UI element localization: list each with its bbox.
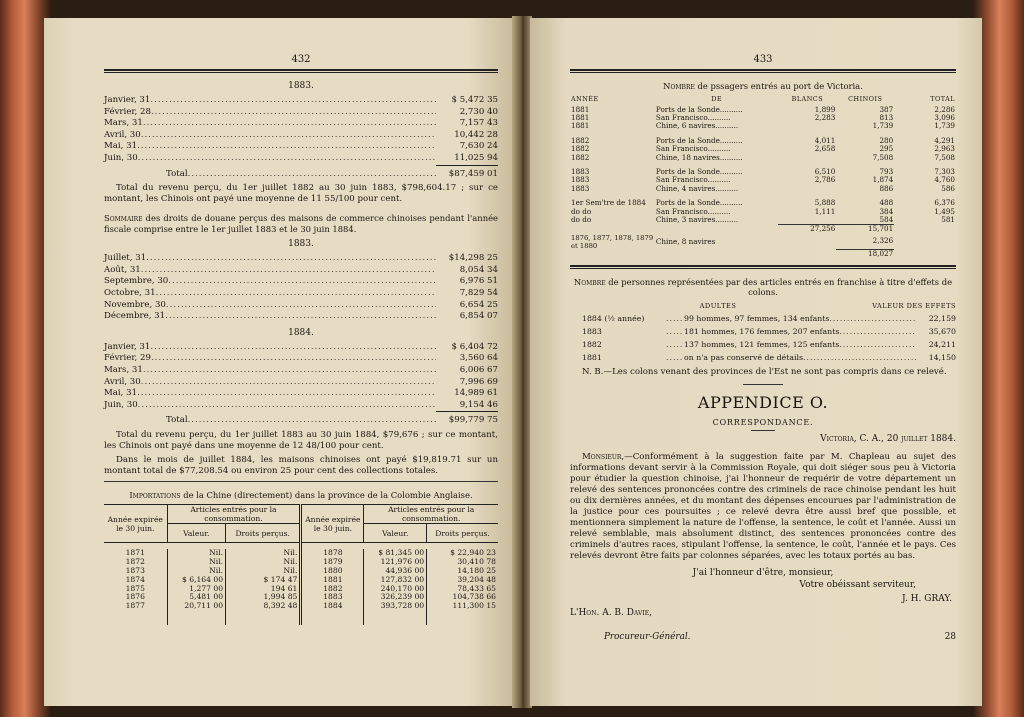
total-row: Total ..... $87,459 01 [104, 169, 498, 181]
table-row: 1876, 1877, 1878, 1879 et 1880 Chine, 8 navires 2,326 [571, 233, 894, 250]
table-row: 1882 Ports de la Sonde.......... 4,011 280 4,291 [571, 135, 955, 145]
month-label: Avril, 30 [104, 376, 141, 387]
right-page [530, 18, 982, 706]
col-total: TOTAL [930, 94, 955, 103]
total-rule [104, 165, 498, 166]
list-item [104, 265, 498, 277]
summary-caption: Sommaire des droits de douane perçus des maisons de commerce chinoises pendant l'année fiscale comprise entre le 1er juillet 1883 et le 30 juin 1884. [104, 213, 498, 234]
col-duties: Droits perçus. [427, 524, 498, 543]
header-rule [570, 69, 956, 73]
list-item [104, 300, 498, 312]
month-label: Janvier, 31 [104, 95, 151, 105]
col-from: DE [711, 94, 723, 103]
footer-number: 28 [944, 631, 956, 642]
list-item [104, 153, 498, 165]
col-whites: BLANCS [791, 94, 824, 103]
month-label: Juin, 30 [104, 399, 138, 410]
table-row: 1874 $ 6,164 00 $ 174 47 1881 127,832 00 39,204 48 [125, 574, 496, 584]
month-label: Mai, 31 [104, 388, 138, 399]
list-item [104, 130, 498, 142]
month-label: Mars, 31 [104, 364, 143, 375]
list-item [104, 365, 498, 377]
nb-note: N. B.—Les colons venant des provinces de l'Est ne sont pas compris dans ce relevé. [582, 366, 947, 377]
table-row: 1873 Nil. Nil. 1880 44,936 00 14,180 25 [125, 565, 496, 575]
list-item [104, 107, 498, 119]
col-year: ANNÉE [571, 94, 599, 103]
imports-caption: Importations de la Chine (directement) dans la province de la Colombie Anglaise. [129, 489, 473, 500]
amount: 2,730 40 [459, 106, 498, 117]
list-item [104, 118, 498, 130]
list-item [104, 253, 498, 265]
amount: 6,654 25 [459, 299, 498, 310]
month-label: Mars, 31 [104, 118, 143, 129]
divider [743, 384, 783, 385]
table-row: 1877 20,711 00 8,392 48 1884 393,728 00 111,300 15 [125, 601, 496, 611]
list-item [104, 400, 498, 412]
table-row: 1881 San Francisco.......... 2,283 813 3,096 [571, 112, 955, 122]
col-chinese: CHINOIS [848, 94, 883, 103]
free-entry-list [570, 302, 956, 364]
letter-signature: J. H. GRAY. [902, 593, 952, 604]
amount: 7,996 69 [459, 376, 498, 387]
table-row: 1882 San Francisco.......... 2,658 295 2,963 [571, 144, 955, 154]
passengers-table [570, 94, 956, 259]
page-footer [570, 632, 956, 642]
col-value: Valeur. [364, 524, 427, 543]
amount: 6,006 67 [459, 364, 498, 375]
amount: 6,854 07 [459, 311, 498, 322]
table-row: 1875 1,277 00 194 61 1882 240,170 00 78,433 65 [125, 583, 496, 593]
table-row: 1883 Chine, 4 navires.......... 886 586 [571, 183, 955, 193]
col-group: Articles entrés pour la consommation. [364, 505, 498, 524]
month-label: Février, 29 [104, 353, 151, 364]
table-row: 27,256 15,701 [570, 225, 956, 234]
amount: 14,989 61 [454, 388, 498, 399]
month-label: Février, 28 [104, 106, 151, 117]
imports-table-body [104, 549, 498, 625]
monthly-list-1884 [104, 342, 498, 412]
col-adults: ADULTES [699, 301, 737, 310]
col-year: Année expirée le 30 juin. [104, 505, 167, 543]
letter-closing: J'ai l'honneur d'être, monsieur, [692, 567, 834, 578]
col-value: Valeur. [167, 524, 226, 543]
month-label: Mai, 31 [104, 141, 138, 152]
list-item: 1884 (½ année) ..... 99 hommes, 97 femmes, 134 enfants ..... 22,159 [570, 312, 956, 325]
table-row: 1881 Chine, 6 navires.......... 1,739 1,739 [571, 121, 955, 131]
header-rule [104, 69, 498, 73]
addressee: L'Hon. A. B. Davie, [570, 607, 652, 618]
amount: 7,157 43 [459, 118, 498, 129]
month-label: Septembre, 30 [104, 276, 169, 287]
list-item: 1883 ..... 181 hommes, 176 femmes, 207 enfants ..... 35,670 [570, 325, 956, 338]
amount: 8,054 34 [459, 264, 498, 275]
imports-table [104, 504, 498, 625]
amount: 9,154 46 [459, 399, 498, 410]
col-year: Année expirée le 30 juin. [301, 505, 364, 543]
list-item [104, 342, 498, 354]
list-item [104, 95, 498, 107]
month-label: Juin, 30 [104, 152, 138, 163]
month-label: Août, 31 [104, 264, 141, 275]
monthly-list-1883 [104, 95, 498, 165]
monthly-list-1883b [104, 253, 498, 323]
amount: $ 5,472 35 [451, 95, 498, 105]
month-label: Avril, 30 [104, 129, 141, 140]
passengers-caption: Nombre de pssagers entrés au port de Victoria. [663, 81, 863, 91]
divider [104, 481, 498, 482]
table-row: do do San Francisco.......... 1,111 384 1,495 [571, 206, 955, 216]
passengers-table-body [570, 106, 956, 225]
list-item [104, 353, 498, 365]
page-number: 432 [291, 54, 311, 65]
table-row: 1883 San Francisco.......... 2,786 1,874 4,760 [571, 175, 955, 185]
divider [751, 430, 775, 431]
page-number: 433 [753, 54, 773, 65]
revenue-paragraph: Total du revenu perçu, du 1er juillet 1883 au 30 juin 1884, $79,676 ; sur ce montant, les Chinois ont payé dans une moyenne de 12 48/100 pour cent. [104, 429, 498, 451]
table-row: 1881 Ports de la Sonde.......... 1,899 387 2,286 [571, 104, 955, 114]
correspondence-heading: CORRESPONDANCE. [712, 417, 814, 427]
table-row: 1876 5,481 00 1,994 85 1883 326,239 00 104,738 66 [125, 592, 496, 602]
list-item: 1881 ..... on n'a pas conservé de détails ..... 14,150 [570, 351, 956, 364]
year-heading: 1884. [288, 327, 314, 338]
year-heading: 1883. [288, 81, 314, 91]
letter-body: Monsieur,—Conformément à la suggestion faite par M. Chapleau au sujet des informations devant servir à la Commission Royale, qui doit siéger sous peu à Victoria pour étudier la question chinoise, j'ai l'honneur de requérir de votre département un relevé des sentences prononcées contre des criminels de race chinoise pendant les huit ou dix dernières années, et du montant des dépenses encourues par l'administration de la justice pour ces poursuites ; ce relevé devra être aussi bref que possible, et mentionnera simplement la nature de l'offense, la sentence, le coût et l'année. Aussi un relevé semblable, mais absolument distinct, des sentences prononcées contre des criminels d'autres races, stipulant l'offense, la sentence, le coût, l'année et le pays. Ces relevés devront être faits par colonnes séparées, avec les totaux portés au bas. [570, 451, 956, 561]
book-gutter [512, 16, 532, 708]
amount: 10,442 28 [454, 129, 498, 140]
left-page [44, 18, 514, 706]
amount: 7,829 54 [459, 287, 498, 298]
amount: $ 6,404 72 [451, 341, 498, 352]
table-row: do do Chine, 3 navires.......... 584 581 [571, 214, 955, 225]
table-row: 1872 Nil. Nil. 1879 121,976 00 30,410 78 [125, 557, 496, 567]
month-label: Novembre, 30 [104, 299, 166, 310]
col-value: VALEUR DES EFFETS [872, 301, 956, 310]
month-label: Juillet, 31 [104, 253, 147, 264]
col-group: Articles entrés pour la consommation. [167, 505, 301, 524]
list-item [104, 276, 498, 288]
list-item [104, 311, 498, 323]
amount: 11,025 94 [454, 152, 498, 163]
month-label: Octobre, 31 [104, 287, 156, 298]
section-rule [570, 265, 956, 269]
table-row: 1871 Nil. Nil. 1878 $ 81,345 00 $ 22,940 23 [125, 548, 496, 558]
amount: 3,560 64 [459, 353, 498, 364]
total-rule [104, 411, 498, 412]
list-item [104, 388, 498, 400]
table-row: 1883 Ports de la Sonde.......... 6,510 793 7,303 [571, 166, 955, 176]
addressee-title: Procureur-Général. [604, 631, 691, 642]
list-item [104, 288, 498, 300]
list-item: 1882 ..... 137 hommes, 121 femmes, 125 enfants ..... 24,211 [570, 338, 956, 351]
revenue-paragraph: Total du revenu perçu, du 1er juillet 1882 au 30 juin 1883, $798,604.17 ; sur ce montant, les Chinois ont payé une moyenne de 11 55/100 pour cent. [104, 183, 498, 205]
amount: $14,298 25 [448, 253, 498, 264]
table-row: 18,027 [570, 250, 956, 259]
year-heading: 1883. [288, 239, 314, 250]
letter-closing: Votre obéissant serviteur, [799, 579, 916, 590]
list-item [104, 377, 498, 389]
amount: 6,976 51 [459, 276, 498, 287]
list-item [104, 141, 498, 153]
amount: 7,630 24 [459, 141, 498, 152]
month-label: Décembre, 31 [104, 311, 166, 322]
table-row: 1er Sem'tre de 1884 Ports de la Sonde.......... 5,888 488 6,376 [571, 198, 955, 208]
appendix-title: APPENDICE O. [697, 392, 829, 412]
month-label: Janvier, 31 [104, 341, 151, 352]
free-entry-caption: Nombre de personnes représentées par des articles entrés en franchise à titre d'effets de colons. [573, 276, 953, 298]
table-row: 1882 Chine, 18 navires.......... 7,508 7,508 [571, 152, 955, 162]
july-paragraph: Dans le mois de juillet 1884, les maisons chinoises ont payé $19,819.71 sur un montant total de $77,208.54 ou environ 25 pour cent des collections totales. [104, 454, 498, 476]
total-row: Total ..... $99,779 75 [104, 415, 498, 427]
col-duties: Droits perçus. [226, 524, 301, 543]
letter-dateline: Victoria, C. A., 20 juillet 1884. [820, 433, 956, 444]
